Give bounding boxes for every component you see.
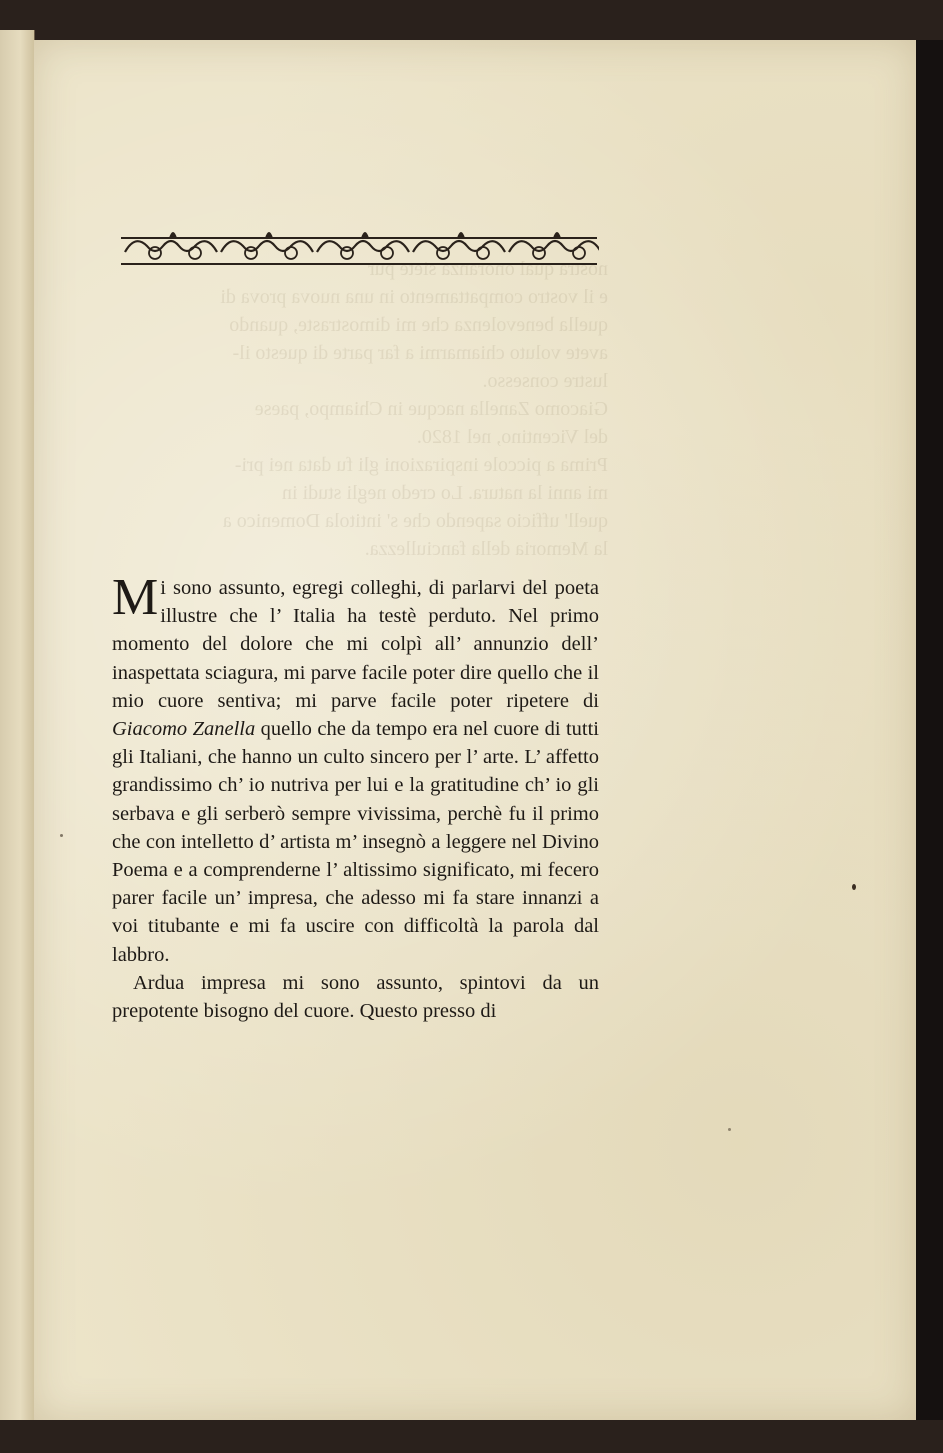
paragraph-1 bbox=[112, 569, 599, 969]
paragraph-1-text-a: i sono assunto, egregi colleghi, di parlarvi del poeta illustre che l’ Italia ha testè perduto. Nel primo momento del dolore che mi colpì all’ annunzio dell’ inaspettata sciagura, mi parve facile poter dire quello che il mio cuore sentiva; mi parve facile poter ripetere di bbox=[112, 577, 599, 712]
body-text bbox=[112, 569, 599, 1025]
ornamental-header-band bbox=[119, 222, 599, 270]
bleed-through-text: nostra qual onoranza siete pur e il vostro compattamento in una nuova prova di quella benevolenza che mi dimostraste, quando avete voluto chiamarmi a far parte di questo il- lustre consesso. Giacomo Zanella nacque in Chiampo, paese del Vicentino, nel 1820. Prima a piccole inspirazioni gli fu data nei pri- mi anni la natura. Lo credo negli studi in quell' ufficio sapendo che s' intitola Domenico a la Memoria della fanciullezza. bbox=[220, 258, 608, 560]
ink-speck bbox=[852, 884, 856, 890]
scan-background bbox=[916, 40, 943, 1420]
poet-name: Giacomo Zanella bbox=[112, 718, 256, 741]
paragraph-2: Ardua impresa mi sono assunto, spintovi da un prepotente bisogno del cuore. Questo presso di bbox=[112, 971, 599, 1023]
ink-speck bbox=[60, 834, 63, 837]
ink-speck bbox=[728, 1128, 731, 1131]
paragraph-1-text-b: quello che da tempo era nel cuore di tutti gli Italiani, che hanno un culto sincero per l’ arte. L’ affetto grandissimo ch’ io nutriva per lui e la gratitudine ch’ io gli serbava e gli serberò sempre vivissima, perchè fu il primo che con intelletto d’ artista m’ insegnò a leggere nel Divino Poema e a comprenderne l’ altissimo significato, mi fecero parer facile un’ impresa, che adesso mi fa stare innanzi a voi titubante e mi fa uscire con difficoltà la parola dal labbro. bbox=[112, 718, 599, 966]
facing-page-edge bbox=[0, 30, 35, 1420]
drop-cap: M bbox=[112, 569, 158, 626]
